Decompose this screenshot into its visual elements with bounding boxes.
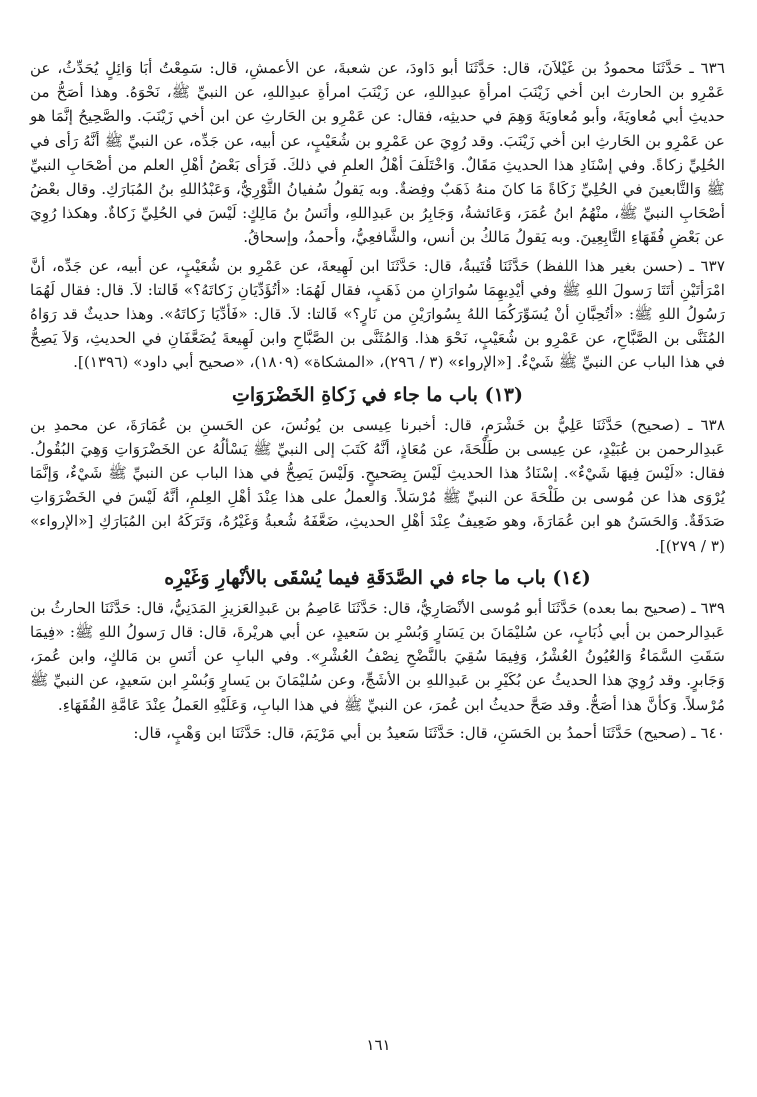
- para-636: ٦٣٦ ـ حَدَّثَنَا محمودُ بن غَيْلاَنَ، قال: حَدَّثَنَا أبو دَاودَ، عن شعبةَ، عن الأعمشِ، قال: سَمِعْتُ أبَا وَائِلٍ يُحَدِّثُ، عن عَمْرِو بن الحارث ابن أخي زَيْنَبَ امرأةِ عبدِاللهِ، عن زَيْنَبَ امرأةِ عبدِاللهِ، عن النبيِّ ﷺ، نَحْوَهُ. وهذا أصَحُّ من حديثِ أبي مُعاويَةَ، وأبو مُعاويَةَ وَهِمَ في حديثِه، فقال: عن عَمْرِو بن الحَارثِ عن ابن أخي زَيْنَبَ. والصَّحِيحُ إنَّمَا هو عن عَمْرِو بن الحَارثِ ابن أخي زَيْنَبَ. وقد رُوِيَ عن عَمْرِو بن شُعَيْبٍ، عن أبيه، عن جَدِّه، عن النبيِّ ﷺ أنَّهُ رَأى في الحُلِيِّ زكاةً. وفي إسْنَادِ هذا الحديثِ مَقَالٌ. وَاخْتَلَفَ أهْلُ العلمِ في ذلكَ. فَرَأى بَعْضُ أهْلِ العلم من أصْحَابِ النبيِّ ﷺ وَالتَّابعينَ في الحُلِيِّ زَكَاةً مَا كانَ منهُ ذَهَبٌ وفِضةٌ. وبه يَقولُ سُفيانُ الثَّوْرِيُّ، وَعَبْدُاللهِ بنُ المُبَارَكِ. وقال بعْضُ أصْحَابِ النبيِّ ﷺ، منْهُمُ ابنُ عُمَرَ، وَعَائشةُ، وَجَابِرُ بن عَبدِاللهِ، وأنَسُ بنُ مَالِكٍ: لَيْسَ في الحُلِيِّ زَكاةٌ. وهكذا رُوِيَ عن بَعْضِ فُقَهَاءِ التَّابِعِينَ. وبه يَقولُ مَالكُ بن أنس، والشَّافعِيُّ، وأحمدُ، وإسحاقُ.: [30, 59, 725, 247]
- para-638: ٦٣٨ ـ (صحيح) حَدَّثَنَا عَلِيُّ بن خَشْرَمٍ، قال: أخبرنا عِيسى بن يُونُسَ، عن الحَسنِ بن عُمَارَةَ، عن محمدِ بن عَبدِالرحمن بن عُبَيْدٍ، عن عِيسى بن طَلْحَةَ، عن مُعَاذٍ، أنَّهُ كَتَبَ إلى النبيِّ ﷺ يَسْألُهُ عن الخَضْرَوَاتِ وَهِيَ البُقُولُ. فقال: «لَيْسَ فِيهَا شَيْءٌ». إسْنَادُ هذا الحديثِ لَيْسَ بِصَحيحٍ. وَلَيْسَ يَصِحُّ في هذا الباب عن النبيِّ ﷺ شَيْءٌ، وَإنَّمَا يُرْوَى هذا عن مُوسى بن طَلْحَةَ عن النبيِّ ﷺ مُرْسَلاً. وَالعملُ على هذا عِنْدَ أهْلِ العِلمِ، أنَّهُ لَيْسَ في الخَضْرَوَاتِ صَدَقَةٌ. وَالحَسَنُ هو ابن عُمَارَةَ، وهو ضَعِيفٌ عِنْدَ أهْلِ الحديثِ، ضَعَّفَهُ شُعبةُ وَغَيْرُهُ، وَتَرَكَهُ ابن المُبَارَكِ [«الإرواء» (٣ / ٢٧٩)].: [30, 415, 725, 555]
- para-637: ٦٣٧ ـ (حسن بغير هذا اللفظ) حَدَّثَنَا قُتَيبةُ، قال: حَدَّثَنَا ابن لَهِيعةَ، عن عَمْرِو بن شُعَيْبٍ، عن أبيه، عن جَدِّه، أنَّ امْرَأتَيْنِ أتَتَا رَسولَ اللهِ ﷺ وفي أيْدِيهِمَا سُوارَانِ من ذَهَبٍ، فقال لَهُمَا: «أتُؤَدِّيَانِ زَكاتَهُ؟» قَالتا: لاَ. قال: فقال لَهُمَا رَسُولُ اللهِ ﷺ: «أتُحِبَّانِ أنْ يُسَوِّرَكُمَا اللهُ بِسُوارَيْنِ من نَارٍ؟» قَالتا: لاَ. قال: «فَأدِّيَا زَكاتَهُ». وهذا حديثٌ قد رَوَاهُ المُثَنَّى بن الصَّبَّاحِ، عن عَمْرِو بن شُعَيْبٍ، نَحْوَ هذا. وَالمُثَنَّى بن الصَّبَّاحِ وابن لَهِيعةَ يُضَعَّفَانِ في الحديثِ، وَلاَ يَصِحُّ في هذا الباب عن النبيِّ ﷺ شَيْءٌ. [«الإرواء» (٣ / ٢٩٦)، «المشكاة» (١٨٠٩)، «صحيح أبي داود» (١٣٩٦)].: [30, 256, 725, 372]
- para-640: ٦٤٠ ـ (صحيح) حَدَّثَنَا أحمدُ بن الحَسَنِ، قال: حَدَّثَنَا سَعيدُ بن أبي مَرْيَمَ، قال: حَدَّثَنَا ابن وَهْبٍ، قال:: [133, 723, 725, 742]
- heading-13: (١٣) باب ما جاء في زَكاةِ الخَضْرَوَاتِ: [231, 383, 523, 406]
- page-number: ١٦١: [366, 1036, 391, 1054]
- heading-14: (١٤) باب ما جاء في الصَّدَقَةِ فيما يُسْقَى بالأنْهارِ وَغَيْرِه: [164, 566, 591, 589]
- para-639: ٦٣٩ ـ (صحيح بما بعده) حَدَّثَنَا أبو مُوسى الأنْصَارِيُّ، قال: حَدَّثَنَا عَاصِمُ بن عَبدِالعَزيزِ المَدَنِيُّ، قال: حَدَّثَنَا الحارثُ بن عَبدِالرحمن بن أبي ذُبَابٍ، عن سُليْمَانَ بن يَسَارٍ وَبُسْرِ بن سَعيدٍ، عن أبي هريْرةَ، قال: قال رَسولُ اللهِ ﷺ: «فِيمَا سَقَتِ السَّمَاءُ وَالعُيُونُ العُشْرُ، وَفِيمَا سُقِيَ بالنَّضْحِ نِصْفُ العُشْرِ». وفي البابِ عن أنَسِ بن مَالكٍ، وابن عُمرَ، وَجَابرٍ. وقد رُوِيَ هذا الحديثُ عن بُكَيْرِ بن عَبدِاللهِ بن الأشَجِّ، وعن سُليْمَانَ بن يَسارٍ وَبُسْرِ ابن سَعيدٍ، عن النبيِّ ﷺ مُرْسلاً. وَكأنَّ هذا أصَحُّ. وقد صَحَّ حديثُ ابن عُمرَ، عن النبيِّ ﷺ في هذا البابِ، وَعَلَيْهِ العَملُ عِنْدَ عَامَّةِ الفُقَهَاءِ.: [30, 598, 725, 714]
